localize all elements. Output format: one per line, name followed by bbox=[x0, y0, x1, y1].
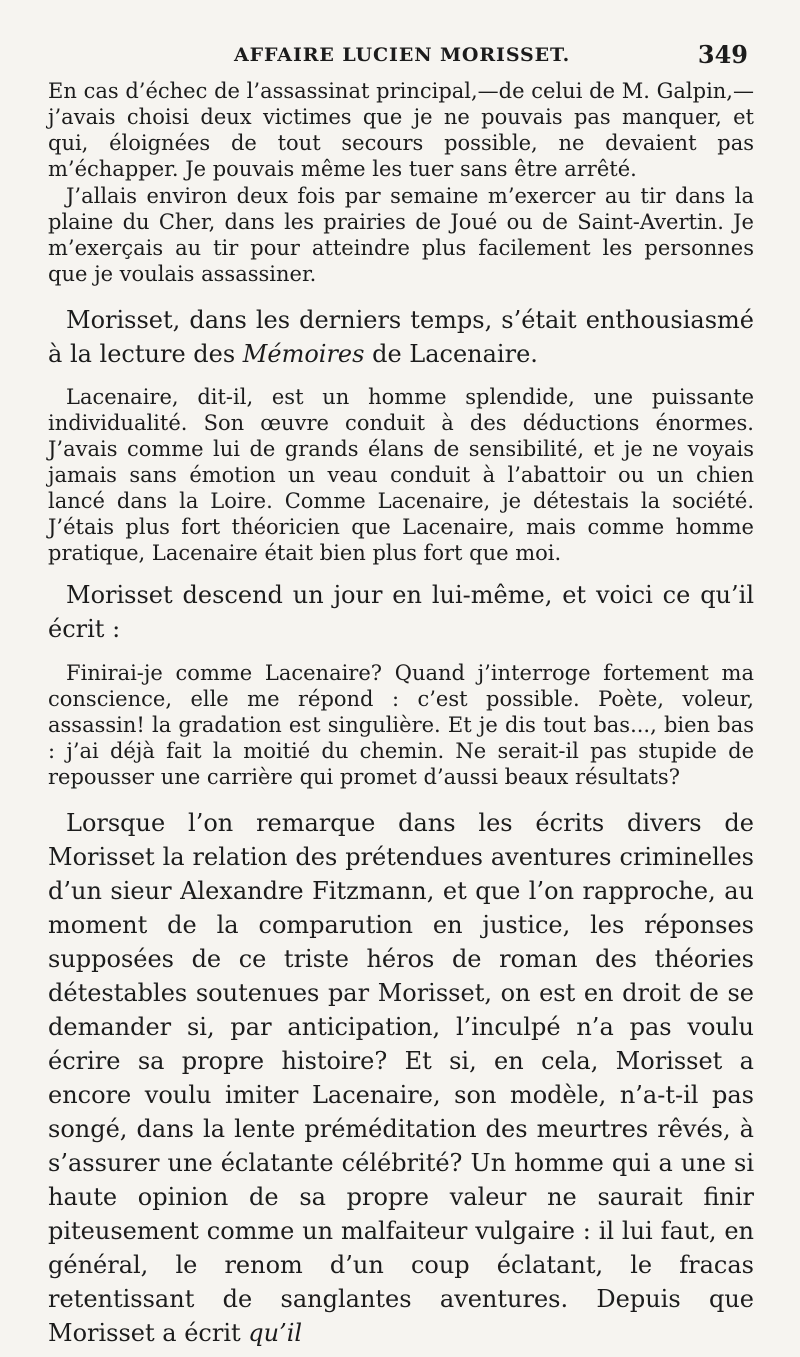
body-paragraph-3 bbox=[48, 806, 754, 1350]
quoted-paragraph-1: En cas d’échec de l’assassinat principal,—de celui de M. Galpin,— j’avais choisi deux victimes que je ne pouvais pas manquer, et qui, éloignées de tout secours possible, ne devaient pas m’échapper. Je pouvais même les tuer sans être arrêté. bbox=[48, 79, 754, 181]
page-content bbox=[48, 78, 754, 1350]
body-paragraph-2: Morisset descend un jour en lui-même, et voici ce qu’il écrit : bbox=[48, 581, 754, 643]
running-head: AFFAIRE LUCIEN MORISSET. bbox=[234, 44, 571, 66]
page-number: 349 bbox=[697, 40, 748, 69]
page-header bbox=[48, 40, 754, 74]
body-paragraph-1 bbox=[48, 303, 754, 371]
quoted-paragraph-3: Lacenaire, dit-il, est un homme splendide, une puissante individualité. Son œuvre conduit à des déductions énormes. J’avais comme lui de grands élans de sensibilité, et je ne voyais jamais sans émotion un veau conduit à l’abattoir ou un chien lancé dans la Loire. Comme Lacenaire, je détestais la société. J’étais plus fort théoricien que Lacenaire, mais comme homme pratique, Lacenaire était bien plus fort que moi. bbox=[48, 385, 754, 565]
body-paragraph-3-part-a: Lorsque l’on remarque dans les écrits divers de Morisset la relation des prétendues aventures criminelles d’un sieur Alexandre Fitzmann, et que l’on rapproche, au moment de la comparution en justice, les réponses supposées de ce triste héros de roman des théories détestables soutenues par Morisset, on est en droit de se demander si, par anticipation, l’inculpé n’a pas voulu écrire sa propre histoire? Et si, en cela, Morisset a encore voulu imiter Lacenaire, son modèle, n’a-t-il pas songé, dans la lente préméditation des meurtres rêvés, à s’assurer une éclatante célébrité? Un homme qui a une si haute opinion de sa propre valeur ne saurait finir piteusement comme un malfaiteur vulgaire : il lui faut, en général, le renom d’un coup éclatant, le fracas retentissant de sanglantes aventures. Depuis que Morisset a écrit bbox=[48, 809, 754, 1347]
quoted-paragraph-4: Finirai-je comme Lacenaire? Quand j’interroge fortement ma conscience, elle me répond : c’est possible. Poète, voleur, assassin! la gradation est singulière. Et je dis tout bas..., bien bas : j’ai déjà fait la moitié du chemin. Ne serait-il pas stupide de repousser une carrière qui promet d’aussi beaux résultats? bbox=[48, 661, 754, 789]
body-paragraph-1-part-a: Morisset, dans les derniers temps, s’était enthousiasmé à la lecture des bbox=[48, 306, 754, 368]
body-paragraph-3-italic-end: qu’il bbox=[248, 1319, 303, 1347]
quoted-paragraph-2: J’allais environ deux fois par semaine m’exercer au tir dans la plaine du Cher, dans les prairies de Joué ou de Saint-Avertin. Je m’exerçais au tir pour atteindre plus facilement les personnes que je voulais assassiner. bbox=[48, 184, 754, 286]
body-paragraph-1-italic-title: Mémoires bbox=[242, 340, 365, 368]
body-paragraph-1-part-c: de Lacenaire. bbox=[364, 340, 538, 368]
